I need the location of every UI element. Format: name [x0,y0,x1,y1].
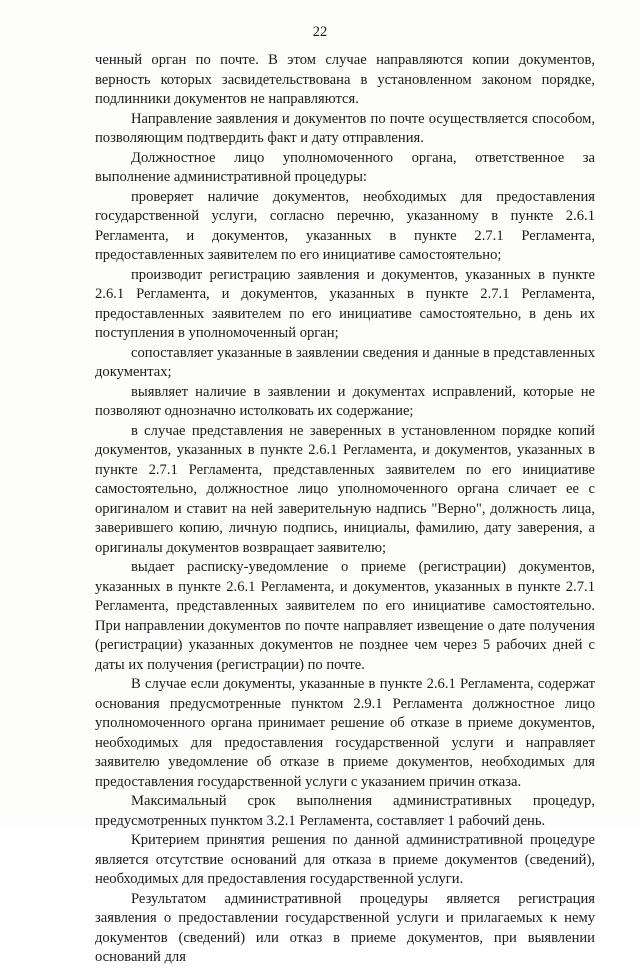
paragraph: Максимальный срок выполнения административных процедур, предусмотренных пунктом 3.2.1 Регламента, составляет 1 рабочий день. [95,793,595,829]
paragraph: Должностное лицо уполномоченного органа, ответственное за выполнение административной процедуры: [95,149,595,185]
paragraph: Критерием принятия решения по данной административной процедуре является отсутствие оснований для отказа в приеме документов (сведений), необходимых для предоставления государственной услуги. [95,832,595,887]
paragraph: выдает расписку-уведомление о приеме (регистрации) документов, указанных в пункте 2.6.1 Регламента, и документов, указанных в пункте 2.7.1 Регламента, представленных заявителем по его инициативе самостоятельно. При направлении документов по почте направляет извещение о дате получения (регистрации) указанных документов не позднее чем через 5 рабочих дней с даты их получения (регистрации) по почте. [95,559,595,673]
paragraph: В случае если документы, указанные в пункте 2.6.1 Регламента, содержат основания предусмотренные пунктом 2.9.1 Регламента должностное лицо уполномоченного органа принимает решение об отказе в приеме документов, необходимых для предоставления государственной услуги и направляет заявителю уведомление об отказе в приеме документов, необходимых для предоставления государственной услуги с указанием причин отказа. [95,676,595,790]
paragraph: выявляет наличие в заявлении и документах исправлений, которые не позволяют однозначно истолковать их содержание; [95,383,595,419]
paragraph: ченный орган по почте. В этом случае направляются копии документов, верность которых засвидетельствована в установленном законом порядке, подлинники документов не направляются. [95,52,595,107]
paragraph: производит регистрацию заявления и документов, указанных в пункте 2.6.1 Регламента, и документов, указанных в пункте 2.7.1 Регламента, предоставленных заявителем по его инициативе самостоятельно, в день их поступления в уполномоченный орган; [95,266,595,341]
page-number: 22 [312,24,328,40]
body-text [95,51,595,968]
paragraph: проверяет наличие документов, необходимых для предоставления государственной услуги, согласно перечню, указанному в пункте 2.6.1 Регламента, и документов, указанных в пункте 2.7.1 Регламента, предоставленных заявителем по его инициативе самостоятельно; [95,188,595,263]
paragraph: в случае представления не заверенных в установленном порядке копий документов, указанных в пункте 2.6.1 Регламента, и документов, указанных в пункте 2.7.1 Регламента, представленных заявителем по его инициативе самостоятельно, должностное лицо уполномоченного органа сличает ее с оригиналом и ставит на ней заверительную надпись "Верно", должность лица, заверившего копию, личную подпись, инициалы, фамилию, дату заверения, а оригиналы документов возвращает заявителю; [95,422,595,556]
paragraph: Направление заявления и документов по почте осуществляется способом, позволяющим подтвердить факт и дату отправления. [95,110,595,146]
paragraph: Результатом административной процедуры является регистрация заявления о предоставлении государственной услуги и прилагаемых к нему документов (сведений) или отказ в приеме документов, при выявлении оснований для [95,890,595,965]
paragraph: сопоставляет указанные в заявлении сведения и данные в представленных документах; [95,344,595,380]
